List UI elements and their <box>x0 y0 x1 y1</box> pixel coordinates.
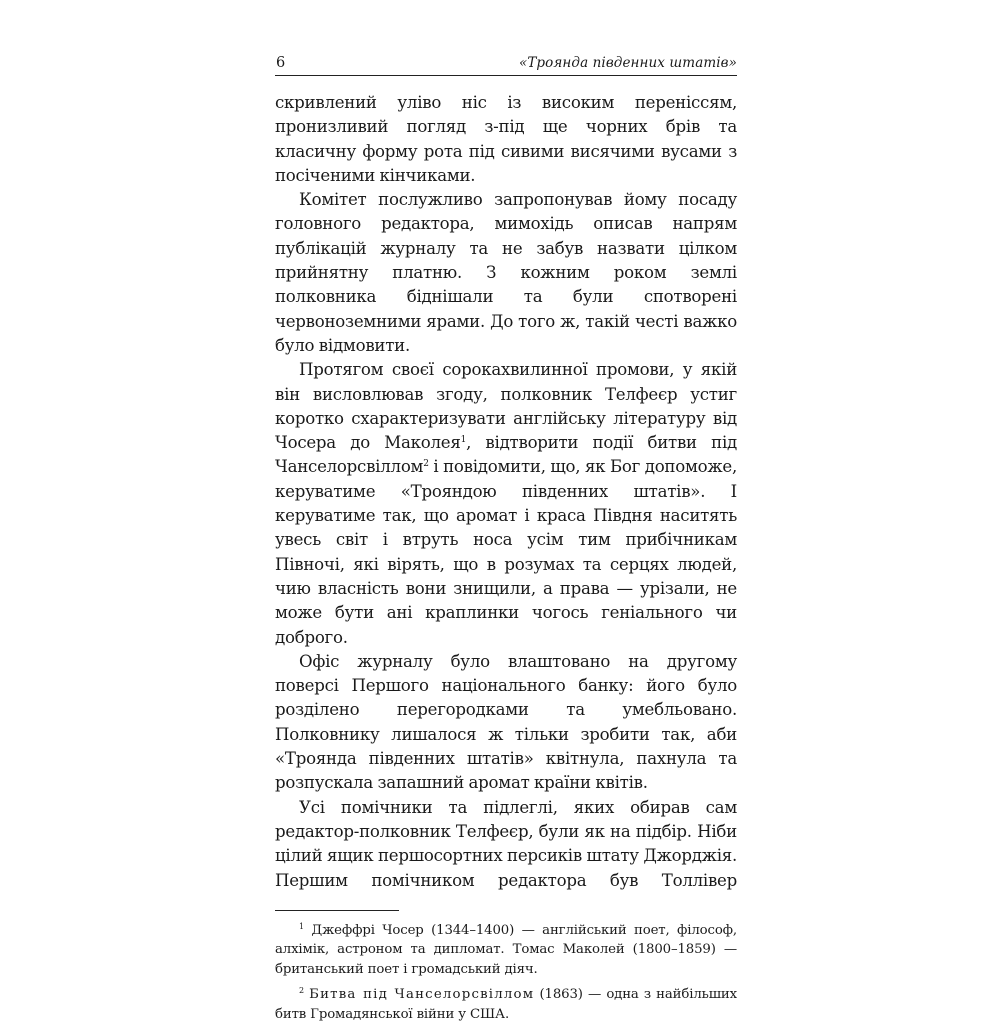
footnote-ref-1[interactable]: 1 <box>460 435 467 446</box>
book-page <box>275 52 737 1030</box>
paragraph-1: скривлений уліво ніс із високим переніссям, пронизливий погляд з-під ще чорних брів та класичну форму рота під сивими висячими вусами з посіченими кінчиками. <box>275 93 737 185</box>
running-title: «Троянда південних штатів» <box>518 55 737 71</box>
footnotes <box>275 921 737 1025</box>
paragraph-3 <box>275 358 737 650</box>
paragraph-5: Усі помічники та підлеглі, яких обирав сам редактор-полковник Телфеєр, були як на підбір. Ніби цілий ящик першосортних персиків штату Джорджія. Першим помічником редактора був Толлівер <box>275 797 737 890</box>
footnote-1-text: (1344–1400) — англійський поет, філософ, алхімік, астроном та дипломат. Томас Маколей (1800–1859) — британський поет і громадський діяч. <box>275 922 738 977</box>
paragraph-4: Офіс журналу було влаштовано на другому поверсі Першого національного банку: його було розділено перегородками та умебльовано. Полковнику лишалося ж тільки зробити так, аби «Троянда південних штатів» квітнула, пахнула та розпускала запашний аромат країни квітів. <box>275 651 737 793</box>
paragraph-3-part-b: , відтворити події битви під Чанселорсвіллом <box>275 433 738 477</box>
footnote-2-text: (1863) — одна з найбільших битв Громадянської війни у США. <box>275 987 737 1022</box>
page-number: 6 <box>276 55 286 71</box>
footnote-1-mark: 1 <box>299 921 304 931</box>
footnote-2 <box>275 985 737 1024</box>
body-text <box>275 91 737 893</box>
running-head <box>275 52 737 76</box>
footnote-1-name: Джеффрі Чосер <box>311 922 424 938</box>
footnote-1 <box>275 921 737 980</box>
paragraph-2: Комітет послужливо запропонував йому посаду головного редактора, мимохідь описав напрям публікацій журналу та не забув назвати цілком прийнятну платню. З кожним роком землі полковника біднішали та були спотворені червоноземними ярами. До того ж, такій честі важко було відмовити. <box>275 190 737 355</box>
footnote-2-mark: 2 <box>299 986 304 996</box>
footnote-ref-2[interactable]: 2 <box>423 459 429 470</box>
footnote-divider <box>275 910 399 911</box>
paragraph-3-part-c: і повідомити, що, як Бог допоможе, керуватиме «Трояндою південних штатів». І керуватиме так, що аромат і краса Півдня наситять увесь світ і втруть носа усім тим прибічникам Півночі, які вірять, що в розумах та серцях людей, чию власність вони знищили, а права — урізали, не може бути ані краплинки чогось геніального чи доброго. <box>275 457 737 647</box>
paragraph-3-part-a: Протягом своєї сорокахвилинної промови, у якій він висловлював згоду, полковник Телфеєр устиг коротко схарактеризувати англійську літературу від Чосера до Маколея <box>275 360 737 453</box>
footnote-2-name: Битва під Чанселорсвіллом <box>309 987 535 1003</box>
